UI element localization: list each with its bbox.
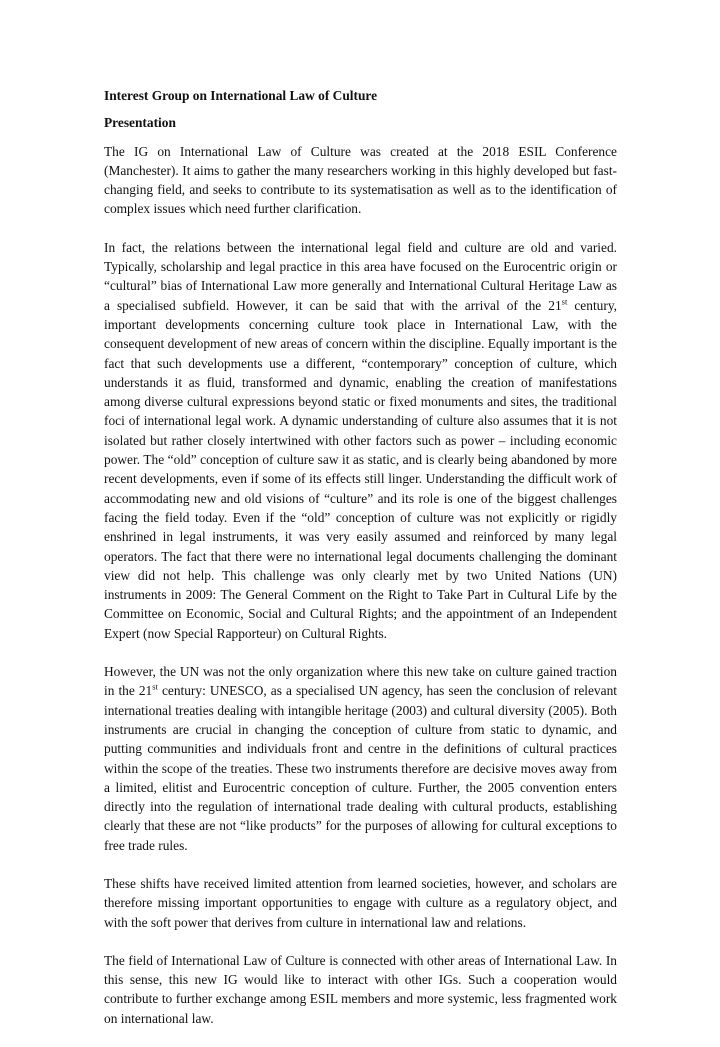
ordinal-superscript: st — [152, 681, 158, 692]
paragraph-2-text-b: century, important developments concerning culture took place in International Law, with the consequent development of new areas of concern within the discipline. Equally important is the fact that such developments use a different, “contemporary” conception of culture, which understands it as fluid, transformed and dynamic, enabling the creation of manifestations among diverse cultural expressions beyond static or fixed monuments and sites, the traditional foci of international legal work. A dynamic understanding of culture also assumes that it is not isolated but rather closely intertwined with other factors such as power – including economic power. The “old” conception of culture saw it as static, and is clearly being abandoned by more recent developments, even if some of its effects still linger. Understanding the difficult work of accommodating new and old visions of “culture” and its role is one of the biggest challenges facing the field today. Even if the “old” conception of culture was not explicitly or rigidly enshrined in legal instruments, it was very easily assumed and reinforced by many legal operators. The fact that there were no international legal documents challenging the dominant view did not help. This challenge was only clearly met by two United Nations (UN) instruments in 2009: The General Comment on the Right to Take Part in Cultural Life by the Committee on Economic, Social and Cultural Rights; and the appointment of an Independent Expert (now Special Rapporteur) on Cultural Rights. — [104, 297, 617, 641]
paragraph-2 — [104, 238, 617, 643]
document-page — [104, 86, 617, 1047]
paragraph-3-text-b: century: UNESCO, as a specialised UN agency, has seen the conclusion of relevant international treaties dealing with intangible heritage (2003) and cultural diversity (2005). Both instruments are crucial in changing the conception of culture from static to dynamic, and putting communities and individuals front and centre in the definitions of cultural practices within the scope of the treaties. These two instruments therefore are decisive moves away from a limited, elitist and Eurocentric conception of culture. Further, the 2005 convention enters directly into the regulation of international trade dealing with cultural products, establishing clearly that these are not “like products” for the purposes of allowing for cultural exceptions to free trade rules. — [104, 683, 617, 853]
section-heading: Presentation — [104, 115, 176, 131]
paragraph-5-text: The field of International Law of Culture is connected with other areas of International Law. In this sense, this new IG would like to interact with other IGs. Such a cooperation would contribute to further exchange among ESIL members and more systemic, less fragmented work on international law. — [104, 952, 617, 1026]
paragraph-3-text-a: However, the UN was not the only organization where this new take on culture gained traction in the 21 — [104, 664, 617, 699]
document-title: Interest Group on International Law of Culture — [104, 88, 378, 103]
paragraph-5 — [104, 951, 617, 1028]
ordinal-superscript: st — [561, 296, 568, 307]
paragraph-1 — [104, 142, 617, 219]
paragraph-4-text: These shifts have received limited attention from learned societies, however, and scholars are therefore missing important opportunities to engage with culture as a regulatory object, and with the soft power that derives from culture in international law and relations. — [104, 875, 617, 930]
paragraph-2-text-a: In fact, the relations between the international legal field and culture are old and varied. Typically, scholarship and legal practice in this area have focused on the Eurocentric origin or “cultural” bias of International Law more generally and International Cultural Heritage Law as a specialised subfield. However, it can be said that with the arrival of the 21 — [104, 239, 617, 313]
paragraph-3 — [104, 662, 617, 855]
paragraph-1-text: The IG on International Law of Culture was created at the 2018 ESIL Conference (Manchester). It aims to gather the many researchers working in this highly developed but fast-changing field, and seeks to contribute to its systematisation as well as to the identification of complex issues which need further clarification. — [104, 143, 617, 217]
paragraph-4 — [104, 874, 617, 932]
